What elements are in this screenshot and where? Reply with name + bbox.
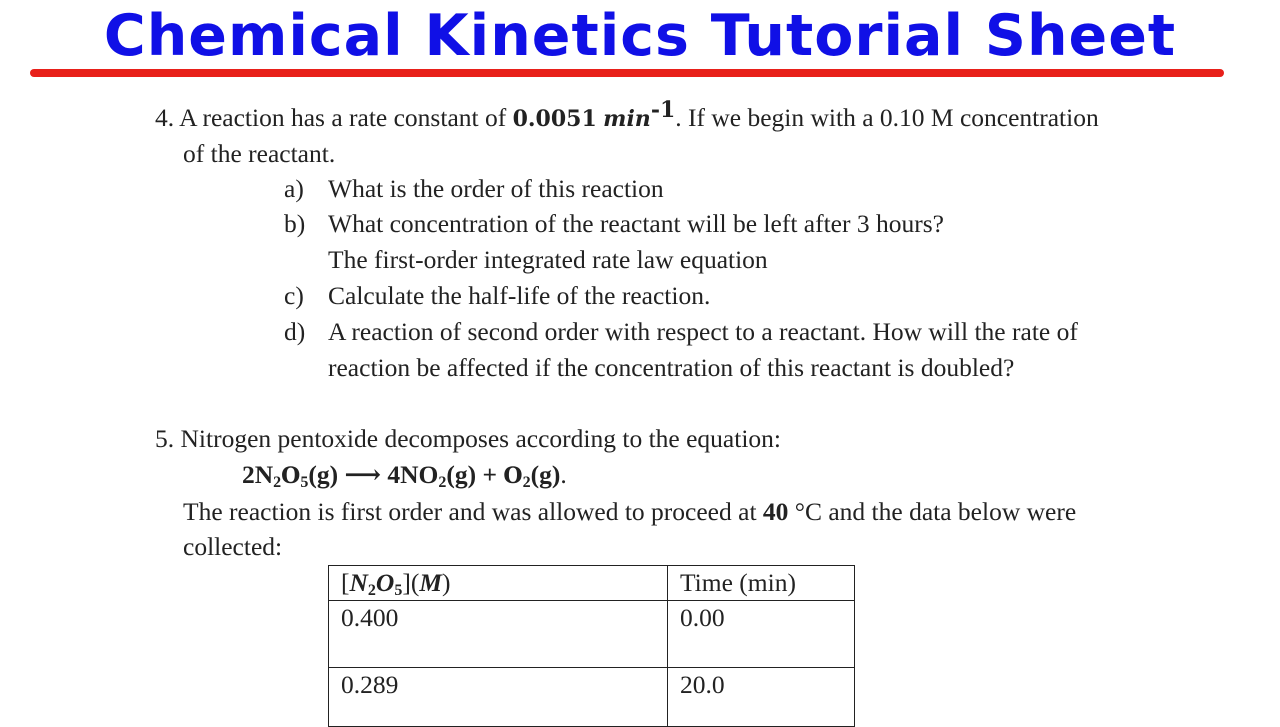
q5-intro-text: Nitrogen pentoxide decomposes according to the equation:	[180, 424, 781, 453]
bracket: [	[341, 568, 350, 597]
q4-part-d	[284, 317, 305, 347]
eq-subscript: 5	[300, 474, 309, 491]
q4-part-d-text: A reaction of second order with respect to a reactant. How will the rate of	[328, 317, 1078, 346]
eq-subscript: 2	[273, 474, 282, 491]
q5-conditions-text: The reaction is first order and was allowed to proceed at	[183, 497, 763, 526]
part-label: d)	[284, 317, 306, 346]
eq-subscript: 2	[522, 474, 531, 491]
table-row	[329, 668, 855, 727]
temperature-value: 40	[762, 497, 789, 526]
table-header-row	[329, 566, 855, 601]
rate-constant-unit: min	[603, 106, 651, 132]
q4-part-b-note: The first-order integrated rate law equation	[328, 245, 768, 274]
q5-conditions-line-2: collected:	[183, 532, 283, 561]
q4-part-b-text: What concentration of the reactant will be left after 3 hours?	[328, 209, 944, 238]
header-concentration	[329, 566, 668, 601]
subscript: 5	[394, 582, 403, 599]
symbol-n: N	[349, 568, 368, 597]
part-label: b)	[284, 209, 306, 238]
part-label: a)	[284, 174, 304, 203]
q5-intro-line	[155, 424, 781, 454]
eq-period: .	[560, 460, 567, 489]
q4-part-c-text: Calculate the half-life of the reaction.	[328, 281, 711, 310]
eq-phase: (g)	[530, 460, 561, 489]
symbol-m: M	[419, 568, 443, 597]
eq-product-1: 4NO	[387, 460, 439, 489]
eq-oxygen: O	[281, 463, 301, 489]
eq-plus: (g) +	[446, 460, 504, 489]
q4-intro-line	[155, 97, 1099, 134]
table-row	[329, 601, 855, 668]
cell-concentration: 0.289	[329, 668, 668, 727]
q4-intro-text-cont: . If we begin with a 0.10 M concentration	[675, 103, 1099, 132]
rate-constant-value: 0.0051	[512, 106, 597, 132]
q5-conditions-line	[183, 497, 1076, 527]
cell-concentration: 0.400	[329, 601, 668, 668]
q4-part-a	[284, 174, 304, 204]
eq-reactant: 2N	[242, 460, 274, 489]
q5-number: 5.	[155, 424, 175, 453]
reaction-equation	[242, 460, 567, 491]
title-underline	[30, 69, 1224, 77]
q4-intro-line-2: of the reactant.	[183, 139, 336, 168]
q4-number: 4.	[155, 103, 175, 132]
concentration-time-table	[328, 565, 855, 727]
page-title: Chemical Kinetics Tutorial Sheet	[103, 3, 1177, 69]
q4-part-a-text: What is the order of this reaction	[328, 174, 664, 203]
q4-intro-text: A reaction has a rate constant of	[179, 103, 513, 132]
rate-constant-exponent: -1	[650, 97, 676, 123]
cell-time: 20.0	[668, 668, 855, 727]
symbol-o: O	[375, 568, 395, 597]
cell-time: 0.00	[668, 601, 855, 668]
subscript: 2	[367, 582, 376, 599]
eq-arrow: (g) ⟶	[308, 460, 388, 489]
header-time: Time (min)	[668, 566, 855, 601]
bracket: )	[442, 568, 451, 597]
q4-part-c	[284, 281, 304, 311]
q5-conditions-text-cont: °C and the data below were	[788, 497, 1077, 526]
part-label: c)	[284, 281, 304, 310]
q4-part-b	[284, 209, 305, 239]
eq-product-2: O	[503, 463, 523, 489]
q4-part-d-text-cont: reaction be affected if the concentration of this reactant is doubled?	[328, 353, 1015, 382]
bracket: ](	[402, 568, 420, 597]
eq-subscript: 2	[438, 474, 447, 491]
